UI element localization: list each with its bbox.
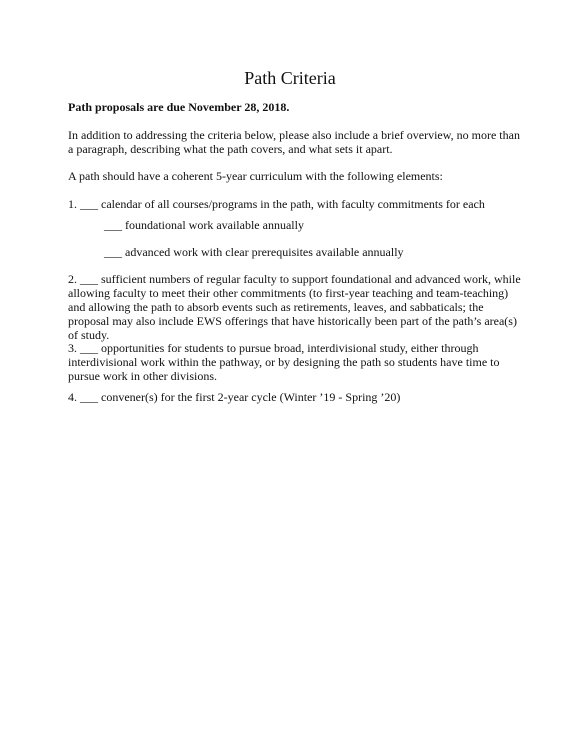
criteria-sub-item-advanced: ___ advanced work with clear prerequisites available annually: [104, 245, 404, 259]
criteria-item-2: 2. ___ sufficient numbers of regular faculty to support foundational and advanced work, while allowing faculty to meet their other commitments (to first-year teaching and team-teaching) and allowing the path to absorb events such as retirements, leaves, and sabbaticals; the proposal may also include EWS offerings that have historically been part of the path’s area(s) of study.: [68, 272, 521, 342]
criteria-item-3: 3. ___ opportunities for students to pursue broad, interdivisional study, either through interdivisional work within the pathway, or by designing the path so students have time to pursue work in other divisions.: [68, 341, 500, 383]
criteria-sub-item-foundational: ___ foundational work available annually: [104, 218, 304, 232]
intro-paragraph: In addition to addressing the criteria below, please also include a brief overview, no more than a paragraph, describing what the path covers, and what sets it apart.: [68, 128, 520, 156]
criteria-item-1: 1. ___ calendar of all courses/programs in the path, with faculty commitments for each: [68, 197, 485, 211]
page-title: Path Criteria: [244, 68, 336, 88]
due-notice: Path proposals are due November 28, 2018.: [68, 100, 290, 114]
curriculum-lead: A path should have a coherent 5-year curriculum with the following elements:: [68, 169, 443, 183]
criteria-item-4: 4. ___ convener(s) for the first 2-year cycle (Winter ’19 - Spring ’20): [68, 390, 401, 404]
